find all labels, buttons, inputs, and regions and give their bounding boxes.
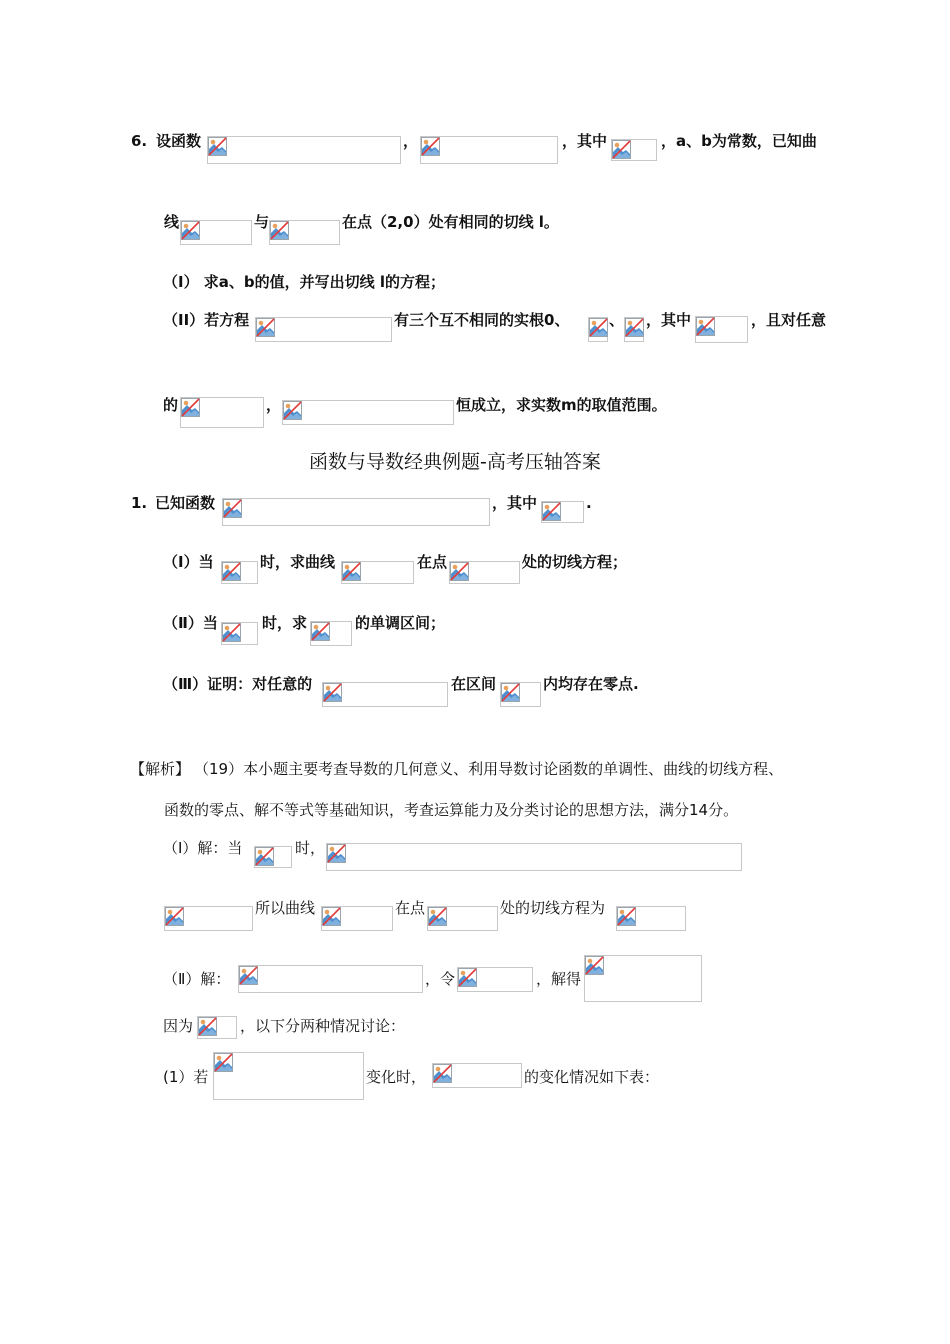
formula-image: [180, 220, 252, 245]
formula-image: [164, 906, 253, 931]
solution-text: (1）若: [163, 1068, 209, 1086]
formula-image: [341, 561, 414, 584]
solution-text: ，令: [425, 970, 456, 988]
formula-image: [322, 682, 448, 707]
question-text: 线: [164, 213, 180, 231]
formula-image: [616, 906, 686, 931]
sub-question: 恒成立，求实数m的取值范围。: [456, 396, 667, 414]
question-text: 设函数: [156, 132, 202, 150]
formula-image: [420, 136, 558, 164]
solution-text: ，以下分两种情况讨论：: [240, 1017, 406, 1035]
broken-image-icon: [255, 847, 274, 866]
formula-image: [282, 400, 454, 425]
broken-image-icon: [222, 623, 241, 642]
solution-text: 所以曲线: [255, 899, 316, 917]
broken-image-icon: [181, 221, 200, 240]
broken-image-icon: [585, 956, 604, 975]
broken-image-icon: [433, 1064, 452, 1083]
sub-question: （Ⅱ）当: [163, 614, 218, 632]
formula-image: [427, 906, 498, 931]
formula-image: [222, 498, 490, 526]
formula-image: [624, 317, 644, 342]
broken-image-icon: [270, 221, 289, 240]
formula-image: [180, 397, 264, 428]
sub-question: 处的切线方程；: [522, 553, 628, 571]
formula-image: [221, 561, 258, 584]
formula-image: [238, 965, 423, 993]
broken-image-icon: [311, 622, 330, 641]
sub-question: 有三个互不相同的实根0、: [394, 311, 570, 329]
analysis-heading: 【解析】: [130, 760, 191, 778]
broken-image-icon: [589, 318, 608, 337]
formula-image: [611, 139, 657, 161]
sub-question: 的: [163, 396, 179, 414]
formula-image: [500, 682, 541, 707]
sub-question: 在点: [417, 553, 448, 571]
formula-image: [254, 846, 292, 868]
broken-image-icon: [696, 317, 715, 336]
broken-image-icon: [198, 1017, 217, 1036]
solution-text: 变化时，: [366, 1068, 427, 1086]
formula-image: [221, 622, 258, 645]
broken-image-icon: [327, 844, 346, 863]
broken-image-icon: [612, 140, 631, 159]
sub-question: 的单调区间；: [355, 614, 446, 632]
formula-image: [321, 906, 393, 931]
broken-image-icon: [214, 1053, 233, 1072]
question-text: ，其中: [492, 494, 538, 512]
question-text: ，: [403, 132, 419, 150]
solution-text: （Ⅱ）解：: [163, 970, 231, 988]
broken-image-icon: [165, 907, 184, 926]
formula-image: [255, 317, 392, 342]
formula-image: [541, 501, 584, 523]
sub-question: 时，求曲线: [260, 553, 336, 571]
broken-image-icon: [208, 137, 227, 156]
solution-text: 因为: [163, 1017, 194, 1035]
broken-image-icon: [421, 137, 440, 156]
broken-image-icon: [323, 683, 342, 702]
formula-image: [588, 317, 608, 342]
sub-question: （Ⅲ）证明：对任意的: [163, 675, 313, 693]
sub-question: ，其中: [646, 311, 692, 329]
question-text: ，其中: [562, 132, 608, 150]
question-text: .: [586, 494, 592, 512]
solution-text: 时，: [295, 839, 326, 857]
formula-image: [584, 955, 702, 1002]
formula-image: [310, 621, 352, 646]
sub-question: （I） 求a、b的值，并写出切线 l的方程；: [163, 273, 446, 291]
broken-image-icon: [542, 502, 561, 521]
question-text: 在点（2,0）处有相同的切线 l。: [342, 213, 559, 231]
broken-image-icon: [458, 968, 477, 987]
broken-image-icon: [239, 966, 258, 985]
question-text: 已知函数: [155, 494, 216, 512]
page-title: 函数与导数经典例题-高考压轴答案: [309, 451, 601, 473]
broken-image-icon: [501, 683, 520, 702]
formula-image: [326, 843, 742, 871]
broken-image-icon: [342, 562, 361, 581]
broken-image-icon: [625, 318, 644, 337]
sub-question: ，: [266, 396, 282, 414]
solution-text: （Ⅰ）解：当: [163, 839, 243, 857]
broken-image-icon: [223, 499, 242, 518]
solution-text: ，解得: [536, 970, 582, 988]
analysis-text: 函数的零点、解不等式等基础知识，考查运算能力及分类讨论的思想方法，满分14分。: [164, 801, 739, 819]
broken-image-icon: [617, 907, 636, 926]
sub-question: （Ⅰ）当: [163, 553, 214, 571]
solution-text: 处的切线方程为: [500, 899, 606, 917]
question-text: 与: [254, 213, 270, 231]
question-number: 1.: [131, 494, 148, 512]
formula-image: [432, 1063, 522, 1088]
sub-question: ，且对任意: [751, 311, 827, 329]
sub-question: 内均存在零点.: [543, 675, 639, 693]
sub-question: （II）若方程: [163, 311, 250, 329]
question-number: 6.: [131, 132, 148, 150]
broken-image-icon: [428, 907, 447, 926]
broken-image-icon: [450, 562, 469, 581]
question-text: ，a、b为常数，已知曲: [661, 132, 817, 150]
sub-question: 、: [609, 311, 625, 329]
broken-image-icon: [283, 401, 302, 420]
formula-image: [269, 220, 340, 245]
sub-question: 在区间: [451, 675, 497, 693]
sub-question: 时，求: [262, 614, 308, 632]
formula-image: [207, 136, 401, 164]
formula-image: [197, 1016, 237, 1039]
broken-image-icon: [181, 398, 200, 417]
formula-image: [695, 316, 748, 343]
analysis-text: （19）本小题主要考查导数的几何意义、利用导数讨论函数的单调性、曲线的切线方程、: [194, 760, 784, 778]
formula-image: [457, 967, 533, 992]
broken-image-icon: [222, 562, 241, 581]
formula-image: [449, 561, 520, 584]
solution-text: 在点: [395, 899, 426, 917]
broken-image-icon: [256, 318, 275, 337]
formula-image: [213, 1052, 364, 1100]
solution-text: 的变化情况如下表：: [524, 1068, 660, 1086]
broken-image-icon: [322, 907, 341, 926]
